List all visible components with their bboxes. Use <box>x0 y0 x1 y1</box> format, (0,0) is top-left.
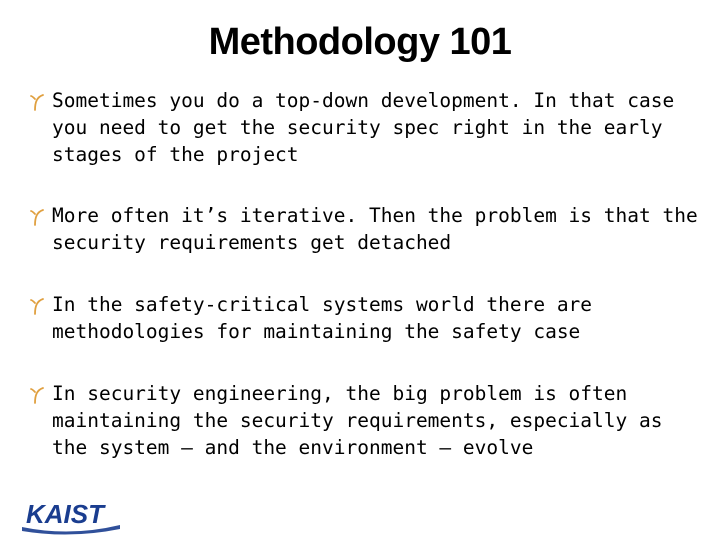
bullet-text: In the safety-critical systems world there are methodologies for maintaining the safety case <box>52 293 593 343</box>
bullet-text: More often it’s iterative. Then the problem is that the security requirements get detached <box>52 204 698 254</box>
bullet-item <box>30 87 702 168</box>
kaist-logo <box>20 497 122 535</box>
sprout-bullet-icon <box>30 383 52 405</box>
bullet-item <box>30 380 702 461</box>
bullet-text: Sometimes you do a top-down development. In that case you need to get the security spec right in the early stages of the project <box>52 89 675 166</box>
sprout-bullet-icon <box>30 205 52 227</box>
bullet-text: In security engineering, the big problem is often maintaining the security requirements, especially as the system – and the environment – evolve <box>52 382 663 459</box>
logo-text: KAIST <box>26 499 104 529</box>
bullet-item <box>30 291 702 345</box>
sprout-bullet-icon <box>30 294 52 316</box>
sprout-bullet-icon <box>30 90 52 112</box>
slide-title: Methodology 101 <box>208 21 512 63</box>
bullet-item <box>30 202 702 256</box>
